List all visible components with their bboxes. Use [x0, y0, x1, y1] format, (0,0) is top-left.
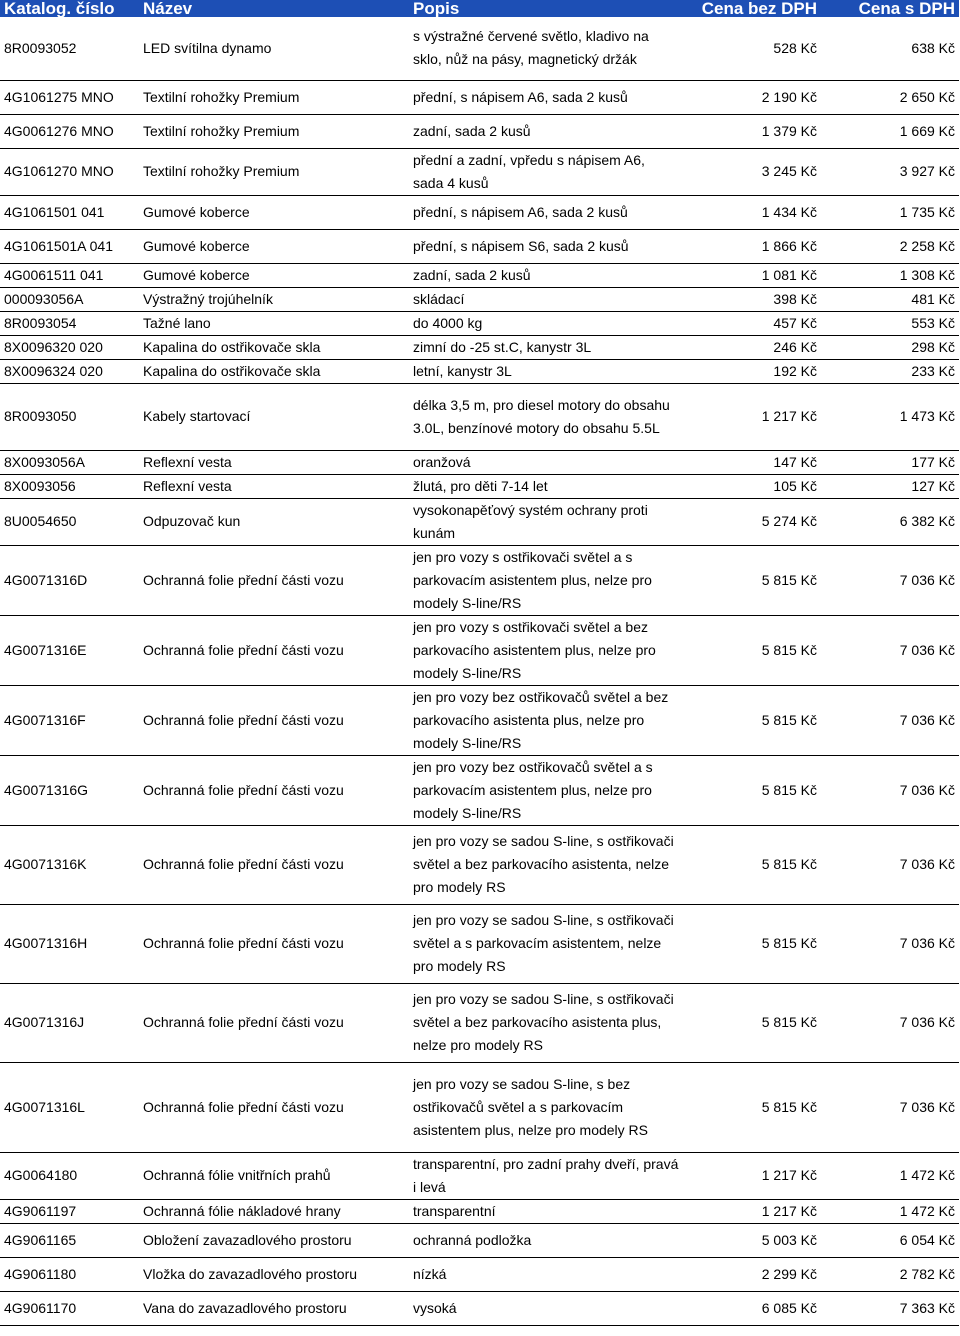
table-row — [0, 474, 959, 498]
item-price-gross: 6 382 Kč — [821, 498, 959, 545]
item-price-gross: 553 Kč — [821, 311, 959, 335]
item-code: 8R0093050 — [0, 383, 139, 450]
item-code: 8X0093056A — [0, 450, 139, 474]
item-code: 4G9061170 — [0, 1291, 139, 1325]
item-name: Gumové koberce — [139, 229, 409, 263]
item-code: 8X0093056 — [0, 474, 139, 498]
header-description: Popis — [409, 0, 683, 17]
item-price-gross: 1 473 Kč — [821, 383, 959, 450]
table-row — [0, 1199, 959, 1223]
item-description: vysokonapěťový systém ochrany proti kunám — [409, 498, 683, 545]
item-price-net: 5 815 Kč — [683, 825, 821, 904]
item-description: jen pro vozy se sadou S-line, s ostřikovači světel a s parkovacím asistentem, nelze pro modely RS — [409, 904, 683, 983]
item-price-gross: 1 472 Kč — [821, 1152, 959, 1199]
item-price-gross: 298 Kč — [821, 335, 959, 359]
item-name: Textilní rohožky Premium — [139, 148, 409, 195]
item-code: 4G0061276 MNO — [0, 114, 139, 148]
item-price-net: 1 217 Kč — [683, 1199, 821, 1223]
item-price-gross: 7 036 Kč — [821, 904, 959, 983]
item-description: s výstražné červené světlo, kladivo na sklo, nůž na pásy, magnetický držák — [409, 17, 683, 80]
item-description: přední, s nápisem A6, sada 2 kusů — [409, 195, 683, 229]
item-code: 4G9061197 — [0, 1199, 139, 1223]
item-name: Obložení zavazadlového prostoru — [139, 1223, 409, 1257]
table-row — [0, 685, 959, 755]
item-price-net: 1 866 Kč — [683, 229, 821, 263]
item-code: 4G1061270 MNO — [0, 148, 139, 195]
item-description: žlutá, pro děti 7-14 let — [409, 474, 683, 498]
item-price-gross: 1 735 Kč — [821, 195, 959, 229]
item-code: 4G0071316H — [0, 904, 139, 983]
item-name: Ochranná folie přední části vozu — [139, 755, 409, 825]
table-row — [0, 825, 959, 904]
item-name: Reflexní vesta — [139, 450, 409, 474]
item-description: jen pro vozy bez ostřikovačů světel a s parkovacím asistentem plus, nelze pro modely S-line/RS — [409, 755, 683, 825]
item-description: transparentní, pro zadní prahy dveří, pravá i levá — [409, 1152, 683, 1199]
item-description: délka 3,5 m, pro diesel motory do obsahu 3.0L, benzínové motory do obsahu 5.5L — [409, 383, 683, 450]
item-name: Ochranná folie přední části vozu — [139, 685, 409, 755]
item-price-gross: 7 036 Kč — [821, 545, 959, 615]
item-code: 4G0071316G — [0, 755, 139, 825]
item-description: přední, s nápisem S6, sada 2 kusů — [409, 229, 683, 263]
item-code: 4G0061511 041 — [0, 263, 139, 287]
table-row — [0, 80, 959, 114]
item-price-gross: 7 036 Kč — [821, 615, 959, 685]
item-name: Vložka do zavazadlového prostoru — [139, 1257, 409, 1291]
table-row — [0, 545, 959, 615]
item-price-gross: 127 Kč — [821, 474, 959, 498]
table-row — [0, 263, 959, 287]
item-code: 4G9061165 — [0, 1223, 139, 1257]
item-price-net: 398 Kč — [683, 287, 821, 311]
item-name: Tažné lano — [139, 311, 409, 335]
table-row — [0, 383, 959, 450]
item-price-gross: 3 927 Kč — [821, 148, 959, 195]
item-name: Ochranná folie přední části vozu — [139, 545, 409, 615]
item-price-gross: 2 258 Kč — [821, 229, 959, 263]
item-price-gross: 7 036 Kč — [821, 825, 959, 904]
item-price-net: 105 Kč — [683, 474, 821, 498]
item-description: letní, kanystr 3L — [409, 359, 683, 383]
item-name: Ochranná fólie nákladové hrany — [139, 1199, 409, 1223]
item-description: jen pro vozy se sadou S-line, s bez ostřikovačů světel a s parkovacím asistentem plus, nelze pro modely RS — [409, 1062, 683, 1152]
item-price-gross: 7 036 Kč — [821, 1062, 959, 1152]
item-name: Ochranná fólie vnitřních prahů — [139, 1152, 409, 1199]
item-price-gross: 177 Kč — [821, 450, 959, 474]
item-name: Kapalina do ostřikovače skla — [139, 359, 409, 383]
item-price-net: 1 081 Kč — [683, 263, 821, 287]
item-code: 8X0096320 020 — [0, 335, 139, 359]
item-price-net: 246 Kč — [683, 335, 821, 359]
item-code: 8R0093054 — [0, 311, 139, 335]
item-name: Odpuzovač kun — [139, 498, 409, 545]
table-row — [0, 615, 959, 685]
item-description: ochranná podložka — [409, 1223, 683, 1257]
item-price-gross: 1 669 Kč — [821, 114, 959, 148]
table-row — [0, 287, 959, 311]
item-code: 4G0071316L — [0, 1062, 139, 1152]
item-price-net: 1 379 Kč — [683, 114, 821, 148]
item-price-net: 5 003 Kč — [683, 1223, 821, 1257]
table-row — [0, 311, 959, 335]
item-code: 8U0054650 — [0, 498, 139, 545]
item-description: zadní, sada 2 kusů — [409, 114, 683, 148]
item-price-gross: 2 782 Kč — [821, 1257, 959, 1291]
item-price-gross: 7 036 Kč — [821, 685, 959, 755]
item-price-net: 2 299 Kč — [683, 1257, 821, 1291]
item-name: Výstražný trojúhelník — [139, 287, 409, 311]
item-price-net: 5 815 Kč — [683, 983, 821, 1062]
table-row — [0, 1257, 959, 1291]
table-row — [0, 904, 959, 983]
header-price-gross: Cena s DPH — [821, 0, 959, 17]
table-row — [0, 17, 959, 80]
header-code: Katalog. číslo — [0, 0, 139, 17]
item-price-net: 6 085 Kč — [683, 1291, 821, 1325]
item-description: jen pro vozy s ostřikovači světel a s parkovacím asistentem plus, nelze pro modely S-line/RS — [409, 545, 683, 615]
item-description: oranžová — [409, 450, 683, 474]
item-price-gross: 481 Kč — [821, 287, 959, 311]
table-row — [0, 755, 959, 825]
item-description: do 4000 kg — [409, 311, 683, 335]
item-price-gross: 6 054 Kč — [821, 1223, 959, 1257]
item-price-net: 5 815 Kč — [683, 904, 821, 983]
item-description: jen pro vozy s ostřikovači světel a bez parkovacího asistentem plus, nelze pro modely S-line/RS — [409, 615, 683, 685]
item-description: přední a zadní, vpředu s nápisem A6, sada 4 kusů — [409, 148, 683, 195]
table-header — [0, 0, 959, 17]
header-price-net: Cena bez DPH — [683, 0, 821, 17]
item-name: Kapalina do ostřikovače skla — [139, 335, 409, 359]
item-code: 4G0071316K — [0, 825, 139, 904]
table-row — [0, 1291, 959, 1325]
table-row — [0, 195, 959, 229]
header-row — [0, 0, 959, 17]
table-row — [0, 983, 959, 1062]
table-row — [0, 229, 959, 263]
item-price-net: 147 Kč — [683, 450, 821, 474]
item-price-net: 1 217 Kč — [683, 1152, 821, 1199]
item-description: jen pro vozy se sadou S-line, s ostřikovači světel a bez parkovacího asistenta plus, nelze pro modely RS — [409, 983, 683, 1062]
item-price-gross: 7 036 Kč — [821, 983, 959, 1062]
item-code: 4G0071316E — [0, 615, 139, 685]
item-description: jen pro vozy bez ostřikovačů světel a bez parkovacího asistenta plus, nelze pro modely S-line/RS — [409, 685, 683, 755]
item-code: 000093056A — [0, 287, 139, 311]
item-price-net: 5 274 Kč — [683, 498, 821, 545]
table-row — [0, 498, 959, 545]
table-row — [0, 1152, 959, 1199]
item-description: skládací — [409, 287, 683, 311]
item-name: Textilní rohožky Premium — [139, 114, 409, 148]
item-description: zimní do -25 st.C, kanystr 3L — [409, 335, 683, 359]
item-code: 4G1061501 041 — [0, 195, 139, 229]
item-code: 4G0071316D — [0, 545, 139, 615]
item-code: 4G1061275 MNO — [0, 80, 139, 114]
header-name: Název — [139, 0, 409, 17]
item-description: zadní, sada 2 kusů — [409, 263, 683, 287]
item-price-gross: 233 Kč — [821, 359, 959, 383]
item-description: transparentní — [409, 1199, 683, 1223]
table-row — [0, 1223, 959, 1257]
item-code: 8X0096324 020 — [0, 359, 139, 383]
item-code: 8R0093052 — [0, 17, 139, 80]
item-price-net: 192 Kč — [683, 359, 821, 383]
item-price-gross: 7 036 Kč — [821, 755, 959, 825]
item-price-net: 528 Kč — [683, 17, 821, 80]
item-name: Textilní rohožky Premium — [139, 80, 409, 114]
item-code: 4G1061501A 041 — [0, 229, 139, 263]
table-body — [0, 17, 959, 1325]
item-code: 4G9061180 — [0, 1257, 139, 1291]
item-price-gross: 1 472 Kč — [821, 1199, 959, 1223]
item-price-net: 457 Kč — [683, 311, 821, 335]
item-name: Ochranná folie přední části vozu — [139, 983, 409, 1062]
item-description: jen pro vozy se sadou S-line, s ostřikovači světel a bez parkovacího asistenta, nelze pro modely RS — [409, 825, 683, 904]
item-description: nízká — [409, 1257, 683, 1291]
item-price-net: 5 815 Kč — [683, 1062, 821, 1152]
item-code: 4G0071316J — [0, 983, 139, 1062]
item-price-net: 1 217 Kč — [683, 383, 821, 450]
item-name: Ochranná folie přední části vozu — [139, 904, 409, 983]
table-row — [0, 359, 959, 383]
item-name: Ochranná folie přední části vozu — [139, 825, 409, 904]
item-name: Vana do zavazadlového prostoru — [139, 1291, 409, 1325]
item-price-net: 5 815 Kč — [683, 545, 821, 615]
item-price-gross: 2 650 Kč — [821, 80, 959, 114]
item-description: přední, s nápisem A6, sada 2 kusů — [409, 80, 683, 114]
item-price-gross: 638 Kč — [821, 17, 959, 80]
item-price-net: 2 190 Kč — [683, 80, 821, 114]
table-row — [0, 1062, 959, 1152]
item-price-net: 5 815 Kč — [683, 685, 821, 755]
item-price-net: 3 245 Kč — [683, 148, 821, 195]
table-row — [0, 114, 959, 148]
item-price-net: 5 815 Kč — [683, 615, 821, 685]
table-row — [0, 148, 959, 195]
item-name: Ochranná folie přední části vozu — [139, 615, 409, 685]
table-row — [0, 335, 959, 359]
item-price-gross: 7 363 Kč — [821, 1291, 959, 1325]
item-price-net: 1 434 Kč — [683, 195, 821, 229]
item-description: vysoká — [409, 1291, 683, 1325]
item-name: Reflexní vesta — [139, 474, 409, 498]
item-name: Gumové koberce — [139, 263, 409, 287]
item-name: LED svítilna dynamo — [139, 17, 409, 80]
item-name: Gumové koberce — [139, 195, 409, 229]
item-name: Ochranná folie přední části vozu — [139, 1062, 409, 1152]
item-price-gross: 1 308 Kč — [821, 263, 959, 287]
item-name: Kabely startovací — [139, 383, 409, 450]
item-code: 4G0071316F — [0, 685, 139, 755]
item-price-net: 5 815 Kč — [683, 755, 821, 825]
table-row — [0, 450, 959, 474]
item-code: 4G0064180 — [0, 1152, 139, 1199]
